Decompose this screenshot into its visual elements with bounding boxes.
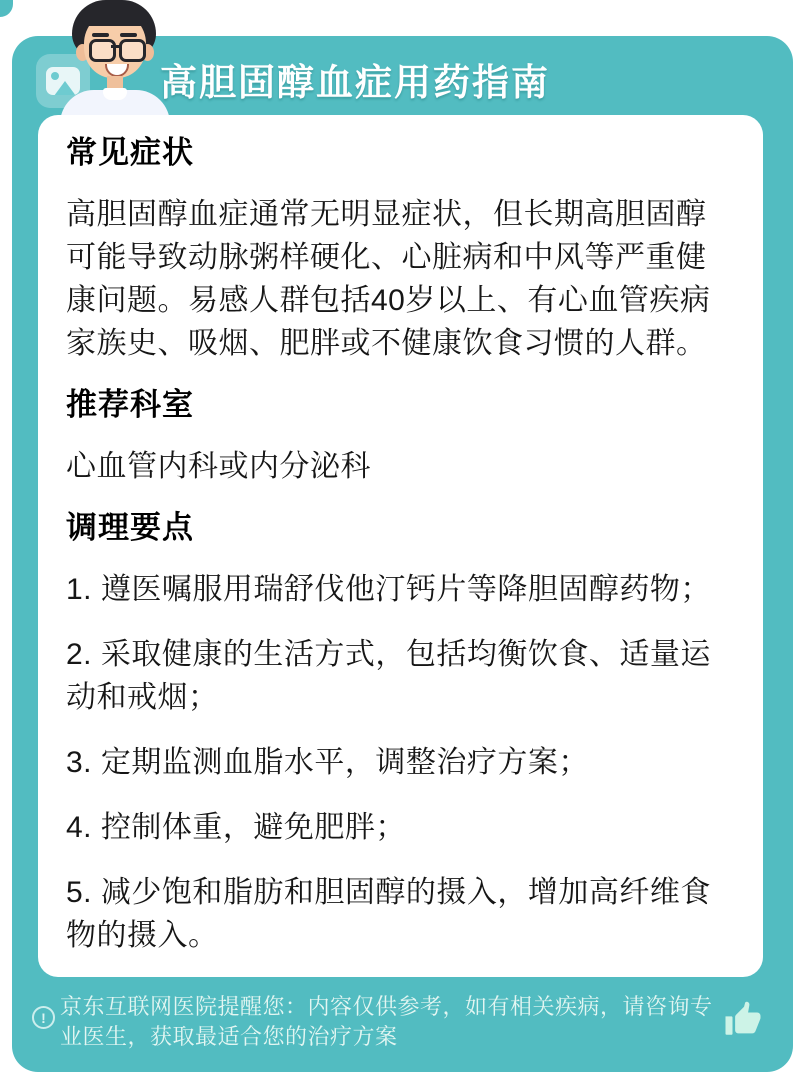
doctor-avatar — [56, 0, 174, 120]
thumbs-up-icon[interactable] — [722, 998, 764, 1040]
avatar-brow-right — [120, 33, 137, 37]
page-title: 高胆固醇血症用药指南 — [160, 62, 550, 103]
avatar-glasses-bridge — [111, 45, 120, 48]
symptoms-paragraph: 高胆固醇血症通常无明显症状，但长期高胆固醇可能导致动脉粥样硬化、心脏病和中风等严重健康问题。易感人群包括40岁以上、有心血管疾病家族史、吸烟、肥胖或不健康饮食习惯的人群。 — [66, 198, 711, 360]
avatar-glasses-right — [119, 39, 146, 62]
info-mark: ! — [41, 1009, 46, 1026]
section-heading-care-points: 调理要点 — [66, 510, 194, 545]
avatar-collar — [103, 88, 127, 100]
care-point-item: 4. 控制体重，避免肥胖； — [66, 811, 406, 844]
section-heading-department: 推荐科室 — [66, 387, 194, 422]
section-heading-symptoms: 常见症状 — [66, 135, 194, 170]
info-circle-icon — [32, 1006, 55, 1029]
disclaimer-text: 京东互联网医院提醒您：内容仅供参考，如有相关疾病，请咨询专业医生，获取最适合您的治疗方案 — [60, 994, 713, 1049]
avatar-fringe — [82, 4, 148, 26]
care-point-item: 3. 定期监测血脂水平，调整治疗方案； — [66, 746, 589, 779]
previous-bubble-corner — [0, 0, 13, 17]
care-point-item: 1. 遵医嘱服用瑞舒伐他汀钙片等降胆固醇药物； — [66, 573, 711, 606]
department-paragraph: 心血管内科或内分泌科 — [66, 450, 371, 483]
care-point-item: 5. 减少饱和脂肪和胆固醇的摄入，增加高纤维食物的摄入。 — [66, 876, 711, 952]
care-point-item: 2. 采取健康的生活方式，包括均衡饮食、适量运动和戒烟； — [66, 638, 711, 714]
avatar-glasses-left — [89, 39, 116, 62]
avatar-brow-left — [92, 33, 109, 37]
content-card — [38, 115, 763, 977]
